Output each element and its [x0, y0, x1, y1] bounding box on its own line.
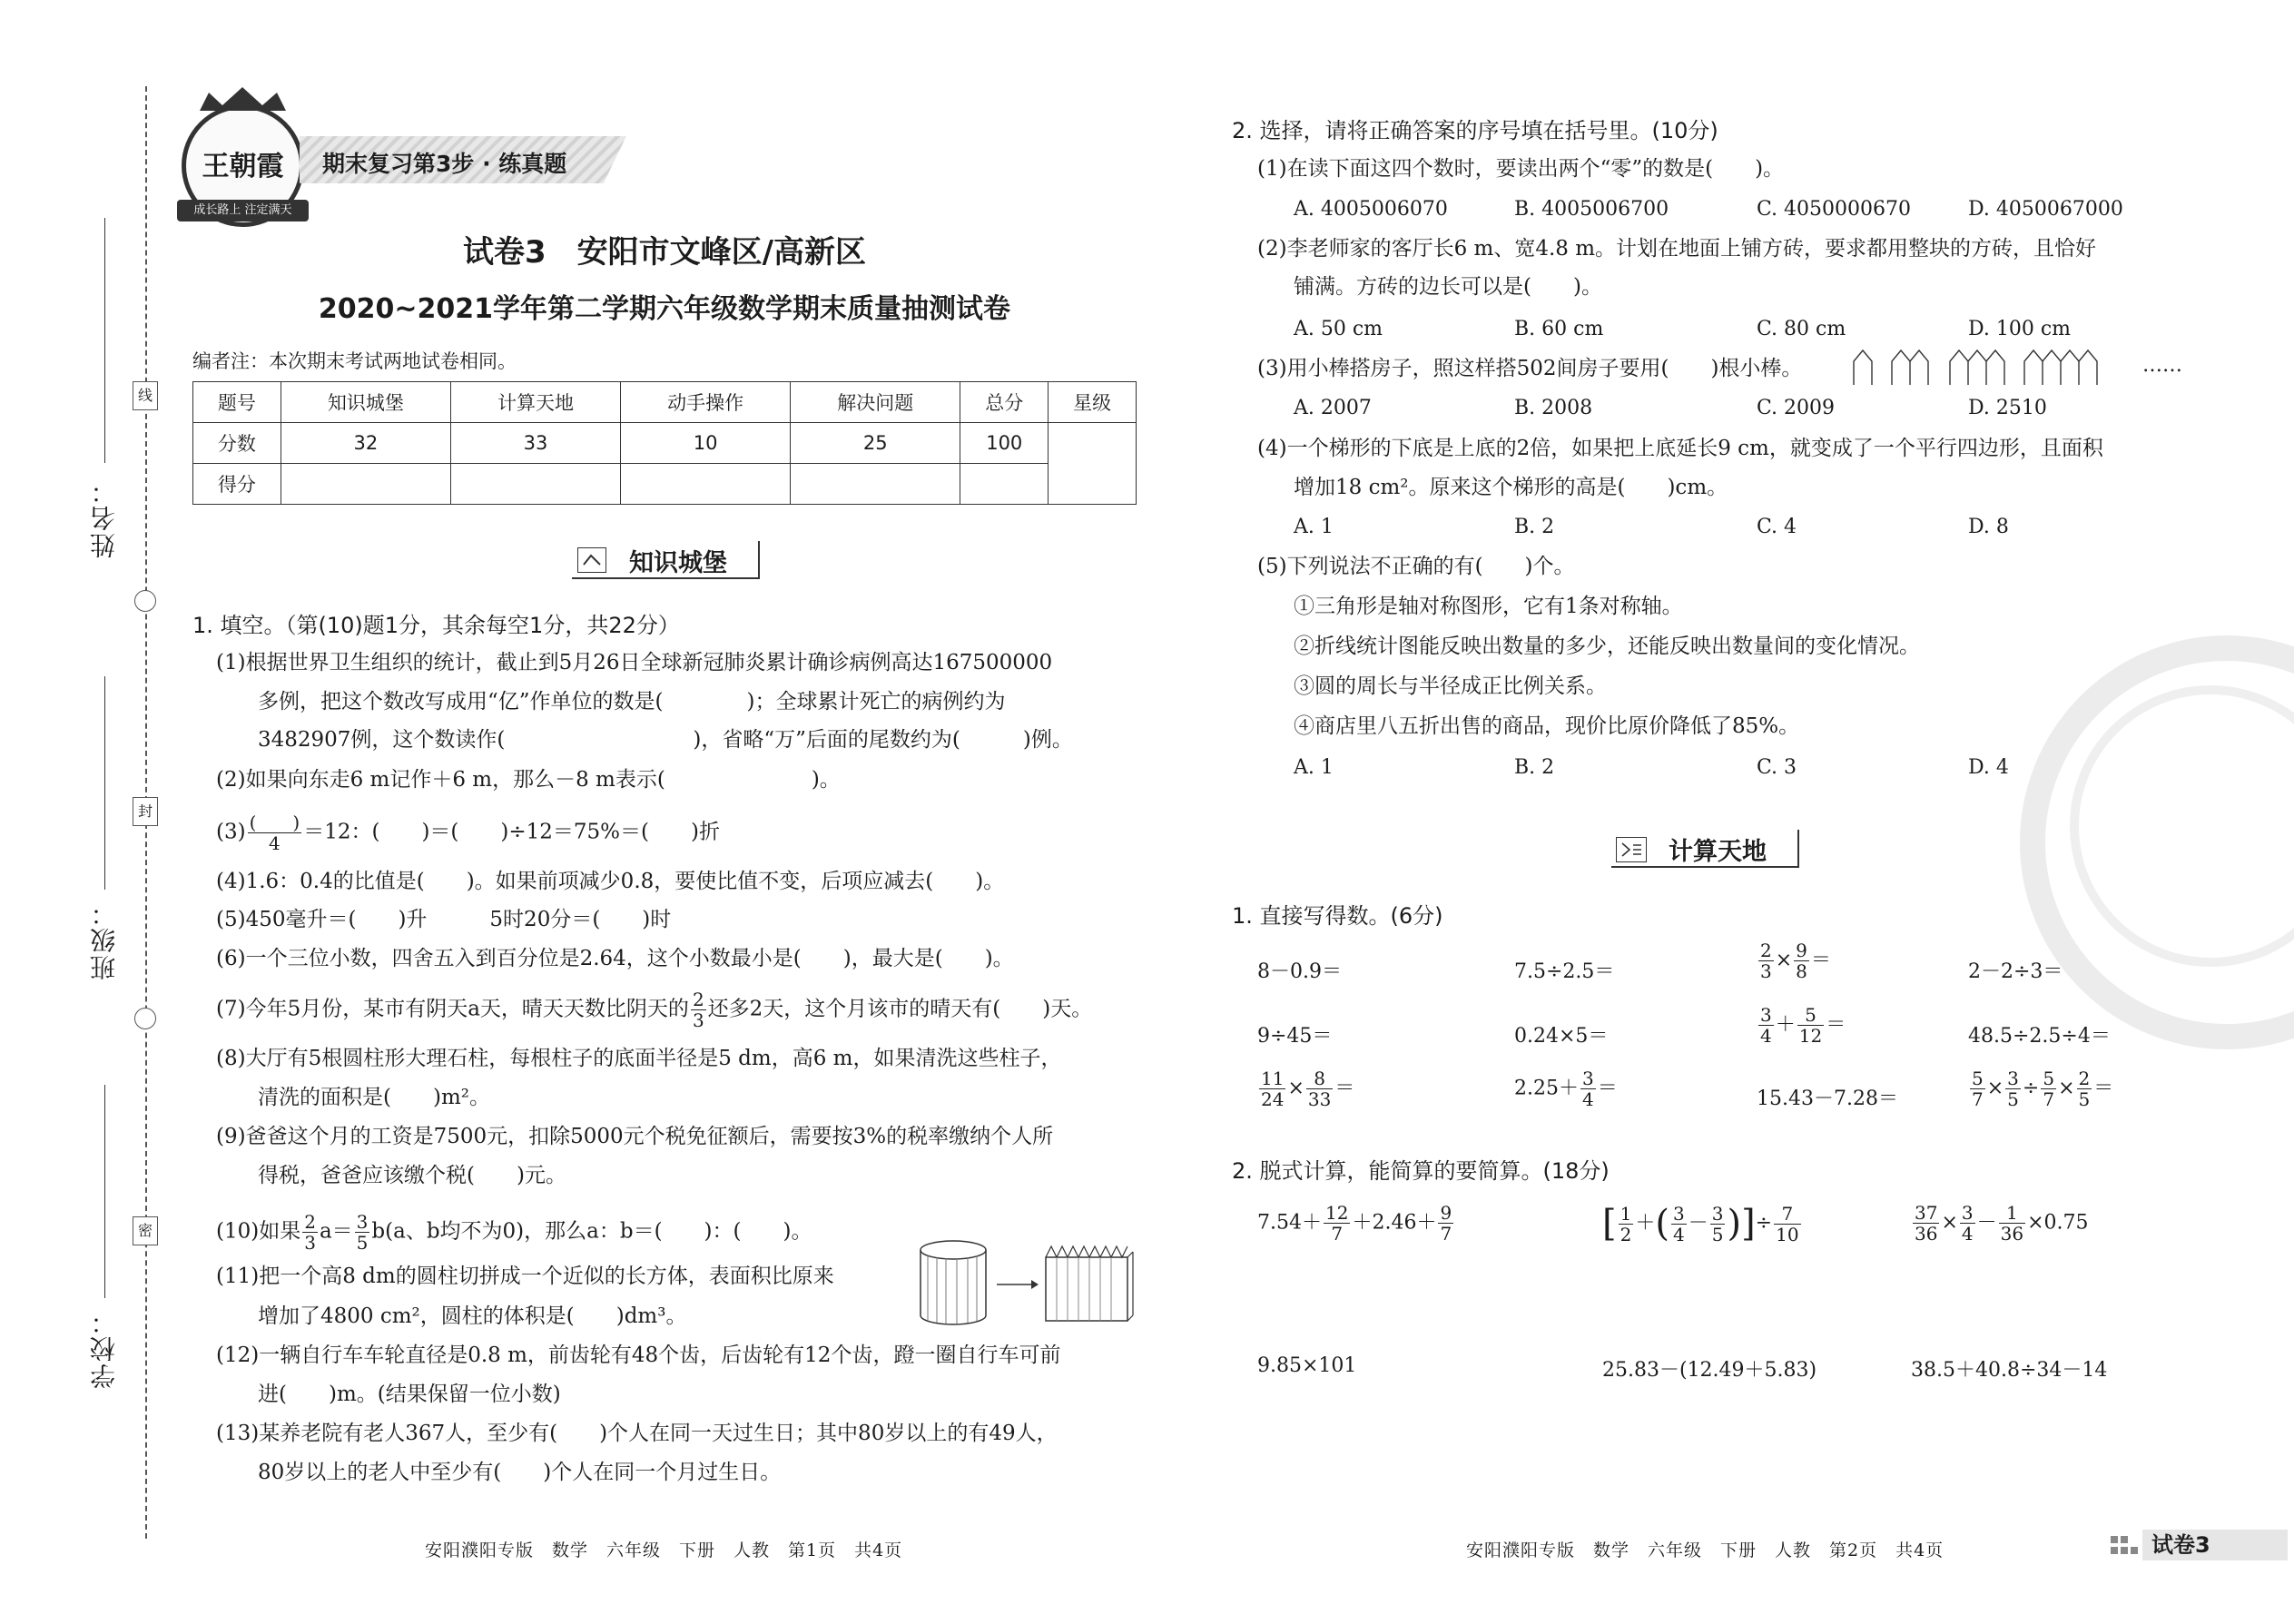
- fraction-denominator: 36: [1915, 1223, 1938, 1245]
- q1-7-text-a: (7)今年5月份，某市有阴天a天，晴天天数比阴天的: [216, 997, 689, 1021]
- calc-1-heading: 1. 直接写得数。(6分): [1232, 903, 1443, 929]
- q2-line: 增加18 cm²。原来这个梯形的高是( )cm。: [1294, 476, 1728, 499]
- binding-tag-seal: 封: [133, 797, 158, 826]
- fraction-numerator: 3: [1711, 1202, 1724, 1225]
- fraction-numerator: 3: [1961, 1202, 1974, 1224]
- table-row: [193, 382, 1137, 423]
- fraction-numerator: 5: [1972, 1068, 1984, 1089]
- binding-tag-line: 线: [133, 381, 158, 410]
- castle-icon: [577, 547, 606, 573]
- fraction-denominator: 24: [1261, 1088, 1285, 1110]
- option-a[interactable]: A. 1: [1294, 516, 1334, 538]
- fraction-numerator: 1: [1620, 1202, 1632, 1225]
- fraction-denominator: 3: [692, 1009, 704, 1031]
- calculator-icon: [1616, 837, 1647, 862]
- logo-brand-text: 王朝霞: [202, 151, 284, 182]
- q2-line: (5)下列说法不正确的有( )个。: [1257, 555, 1575, 578]
- table-header-cell: 总分: [960, 382, 1049, 423]
- option-b[interactable]: B. 2: [1514, 516, 1555, 538]
- fraction: [1580, 1068, 1596, 1109]
- fraction-numerator: 12: [1325, 1202, 1349, 1224]
- option-a[interactable]: A. 4005006070: [1294, 198, 1448, 221]
- fraction-denominator: 8: [1796, 960, 1807, 982]
- star-rating-cell[interactable]: [1049, 423, 1137, 505]
- paper-subtitle: 2020~2021学年第二学期六年级数学期末质量抽测试卷: [318, 293, 1011, 325]
- question-2-heading: 2. 选择，请将正确答案的序号填在括号里。(10分): [1232, 118, 1718, 143]
- q1-line: 80岁以上的老人中至少有( )个人在同一个月过生日。: [258, 1461, 782, 1484]
- option-d[interactable]: D. 2510: [1968, 397, 2047, 419]
- fraction-denominator: 7: [1972, 1088, 1984, 1110]
- fraction-numerator: 2: [2078, 1068, 2091, 1089]
- fraction-numerator: 9: [1796, 940, 1807, 961]
- section-title-knowledge: 知识城堡: [629, 549, 727, 577]
- fraction: [1758, 940, 1774, 981]
- footer-left: 安阳濮阳专版 数学 六年级 下册 人教 第1页 共4页: [425, 1540, 903, 1560]
- fraction-numerator: 3: [1582, 1068, 1594, 1089]
- fraction-denominator: 10: [1776, 1223, 1799, 1245]
- table-cell: 33: [450, 423, 620, 464]
- option-c[interactable]: C. 2009: [1757, 397, 1836, 419]
- fraction-denominator: 4: [1760, 1025, 1772, 1047]
- calc-expression: 38.5＋40.8÷34－14: [1911, 1359, 2108, 1382]
- calc-expression: 25.83－(12.49＋5.83): [1602, 1359, 1817, 1382]
- table-cell: 得分: [193, 464, 281, 505]
- fraction-numerator: 11: [1261, 1068, 1285, 1089]
- option-d[interactable]: D. 100 cm: [1968, 318, 2072, 340]
- option-a[interactable]: A. 2007: [1294, 397, 1372, 419]
- brand-logo: [182, 104, 304, 227]
- binding-hole-1: [134, 590, 156, 612]
- q1-7-text-b: 还多2天，这个月该市的晴天有( )天。: [707, 997, 1093, 1021]
- calc-item: 9÷45＝: [1257, 1025, 1333, 1048]
- fraction-denominator: 5: [1711, 1223, 1724, 1245]
- class-label: 班级：: [89, 899, 119, 980]
- fraction: [1324, 1203, 1350, 1244]
- fraction-denominator: 4: [1582, 1088, 1594, 1110]
- q1-line: [216, 989, 1092, 1030]
- fraction: [1970, 1068, 1985, 1109]
- fraction-numerator: 2: [304, 1211, 316, 1233]
- fraction-numerator: 5: [2043, 1068, 2055, 1089]
- fraction-denominator: 7: [1440, 1223, 1452, 1245]
- question-1-heading: 1. 填空。（第(10)题1分，其余每空1分，共22分）: [192, 613, 680, 638]
- fraction-denominator: 3: [1760, 960, 1772, 982]
- score-input-cell[interactable]: [960, 464, 1049, 505]
- q1-line: 得税，爸爸应该缴个税( )元。: [258, 1164, 566, 1187]
- fraction-denominator: 33: [1307, 1088, 1332, 1110]
- binding-hole-2: [134, 1008, 156, 1029]
- table-header-cell: 动手操作: [621, 382, 791, 423]
- fraction-numerator: 2: [1760, 940, 1772, 961]
- calc-item: 2.25＋ $\frac{3}{4}$ ＝: [1514, 1068, 1618, 1110]
- fraction: [1619, 1204, 1634, 1245]
- fraction: [1797, 1005, 1824, 1046]
- editor-note: 编者注：本次期末考试两地试卷相同。: [192, 350, 517, 372]
- section-title-calculation: 计算天地: [1669, 838, 1767, 866]
- q1-line: (1)根据世界卫生组织的统计，截止到5月26日全球新冠肺炎累计确诊病例高达167500000: [216, 651, 1053, 674]
- fraction-denominator: 3: [304, 1232, 316, 1254]
- fraction-denominator: 7: [2043, 1088, 2055, 1110]
- fraction: [691, 989, 706, 1030]
- q1-10-text-b: a＝: [319, 1219, 353, 1244]
- table-cell: 100: [960, 423, 1049, 464]
- score-table: [192, 381, 1137, 505]
- calc-item: 7.5÷2.5＝: [1514, 960, 1615, 983]
- calc-item: $\frac{11}{24}$ × $\frac{8}{33}$ ＝: [1261, 1068, 1355, 1110]
- option-d[interactable]: D. 4: [1968, 756, 2009, 779]
- option-b[interactable]: B. 2: [1514, 756, 1555, 779]
- fraction: [302, 1212, 318, 1253]
- table-cell: 10: [621, 423, 791, 464]
- calc-item: $\frac{2}{3}$ × $\frac{9}{8}$ ＝: [1760, 940, 1831, 982]
- option-d[interactable]: D. 8: [1968, 516, 2009, 538]
- calc-item: 0.24×5＝: [1514, 1025, 1609, 1048]
- name-label: 姓名：: [89, 477, 119, 558]
- q1-line: 清洗的面积是( )m²。: [258, 1086, 490, 1109]
- school-field: [104, 1085, 105, 1298]
- q1-line: (6)一个三位小数，四舍五入到百分位是2.64，这个小数最小是( )，最大是( )。: [216, 947, 1014, 970]
- option-c[interactable]: C. 80 cm: [1757, 318, 1846, 340]
- score-input-cell[interactable]: [791, 464, 960, 505]
- q1-line: (8)大厅有5根圆柱形大理石柱，每根柱子的底面半径是5 dm，高6 m，如果清洗这些柱子，: [216, 1047, 1062, 1070]
- q1-line: (4)1.6：0.4的比值是( )。如果前项减少0.8，要使比值不变，后项应减去( )。: [216, 870, 1005, 893]
- calc-expression: 9.85×101: [1257, 1354, 1357, 1377]
- fraction-numerator: ( ): [249, 812, 300, 833]
- q1-10-text-a: (10)如果: [216, 1219, 301, 1244]
- q2-line: 铺满。方砖的边长可以是( )。: [1294, 275, 1602, 299]
- paper-title: 试卷3 安阳市文峰区/高新区: [462, 234, 867, 271]
- school-label: 学校：: [89, 1307, 119, 1389]
- calc-item: 48.5÷2.5÷4＝: [1968, 1025, 2111, 1048]
- fraction: [1306, 1068, 1333, 1109]
- fraction: [2005, 1068, 2021, 1109]
- fraction-numerator: 8: [1306, 1068, 1333, 1089]
- binding-tag-secret: 密: [133, 1216, 158, 1245]
- fraction: [1913, 1203, 1939, 1244]
- option-a[interactable]: A. 50 cm: [1294, 318, 1383, 340]
- table-header-cell: 计算天地: [450, 382, 620, 423]
- calc-item: 15.43－7.28＝: [1757, 1088, 1898, 1110]
- fraction-numerator: 5: [1797, 1005, 1824, 1026]
- q2-statement: ①三角形是轴对称图形，它有1条对称轴。: [1294, 595, 1683, 618]
- table-cell: 分数: [193, 423, 281, 464]
- score-input-cell[interactable]: [281, 464, 450, 505]
- score-input-cell[interactable]: [450, 464, 620, 505]
- table-header-cell: 题号: [193, 382, 281, 423]
- fraction-denominator: 2: [1620, 1223, 1632, 1245]
- q1-line: (2)如果向东走6 m记作＋6 m，那么－8 m表示( )。: [216, 768, 841, 792]
- option-d[interactable]: D. 4050067000: [1968, 198, 2123, 221]
- q2-line: (2)李老师家的客厅长6 m、宽4.8 m。计划在地面上铺方砖，要求都用整块的方砖，且恰好: [1257, 237, 2097, 261]
- stick-houses-ellipsis: ……: [2142, 354, 2182, 377]
- fraction: [2041, 1068, 2056, 1109]
- q1-line: [216, 812, 720, 853]
- fraction: [2077, 1068, 2092, 1109]
- fraction-numerator: 3: [2007, 1068, 2019, 1089]
- fraction-denominator: 5: [2078, 1088, 2091, 1110]
- fraction-denominator: 12: [1798, 1025, 1823, 1047]
- q2-statement: ②折线统计图能反映出数量的多少，还能反映出数量间的变化情况。: [1294, 635, 1920, 658]
- option-b[interactable]: B. 60 cm: [1514, 318, 1604, 340]
- q2-line: (3)用小棒搭房子，照这样搭502间房子要用( )根小棒。: [1257, 357, 1803, 380]
- q1-3-label: (3): [216, 820, 246, 844]
- fraction-denominator: 5: [356, 1232, 369, 1254]
- q1-line: 多例，把这个数改写成用“亿”作单位的数是( )；全球累计死亡的病例约为: [258, 690, 1006, 714]
- fraction-numerator: 9: [1440, 1202, 1452, 1224]
- calc-expression: 7.54＋ $\frac{12}{7}$ ＋2.46＋ $\frac{9}{7}$: [1257, 1202, 1452, 1245]
- fraction-numerator: 7: [1774, 1204, 1800, 1225]
- table-header-cell: 解决问题: [791, 382, 960, 423]
- fraction-numerator: 3: [1672, 1202, 1685, 1225]
- cylinder-to-prism-figure: [917, 1239, 1135, 1330]
- footer-right: 安阳濮阳专版 数学 六年级 下册 人教 第2页 共4页: [1466, 1540, 1944, 1560]
- q1-3-text: ＝12：( )＝( )÷12＝75%＝( )折: [303, 820, 720, 844]
- q2-line: (4)一个梯形的下底是上底的2倍，如果把上底延长9 cm，就变成了一个平行四边形，且面积: [1257, 437, 2103, 460]
- q2-statement: ④商店里八五折出售的商品，现价比原价降低了85%。: [1294, 714, 1800, 738]
- q1-line: (13)某养老院有老人367人，至少有( )个人在同一天过生日；其中80岁以上的有49人，: [216, 1422, 1058, 1445]
- grid-dots-icon: [2111, 1534, 2138, 1560]
- logo-slogan: 成长路上 注定满天: [177, 200, 309, 221]
- fraction: [1671, 1204, 1687, 1245]
- fraction-denominator: 4: [1961, 1223, 1974, 1245]
- fraction: [1960, 1203, 1975, 1244]
- q1-line: 3482907例，这个数读作( )，省略“万”后面的尾数约为( )例。: [258, 728, 1073, 752]
- q2-statement: ③圆的周长与半径成正比例关系。: [1294, 674, 1607, 698]
- fraction-numerator: 1: [1999, 1203, 2025, 1224]
- fraction: [1438, 1203, 1453, 1244]
- calc-item: $\frac{5}{7}$ × $\frac{3}{5}$ ÷ $\frac{5}{7}$ × $\frac{2}{5}$ ＝: [1972, 1068, 2114, 1110]
- q1-10-text-c: b(a、b均不为0)，那么a：b＝( )：( )。: [371, 1219, 812, 1244]
- fraction: [248, 812, 302, 853]
- table-row: [193, 464, 1137, 505]
- calc-item: 2－2÷3＝: [1968, 960, 2063, 983]
- fraction: [1774, 1204, 1800, 1245]
- option-b[interactable]: B. 4005006700: [1514, 198, 1669, 221]
- calc-2-heading: 2. 脱式计算，能简算的要简算。(18分): [1232, 1158, 1610, 1184]
- fraction-denominator: 5: [2007, 1088, 2019, 1110]
- option-c[interactable]: C. 4: [1757, 516, 1797, 538]
- fraction-denominator: 4: [1672, 1223, 1685, 1245]
- table-header-cell: 知识城堡: [281, 382, 450, 423]
- calc-item: 8－0.9＝: [1257, 960, 1342, 983]
- fraction-denominator: 36: [2000, 1223, 2024, 1245]
- q1-line: (5)450毫升＝( )升 5时20分＝( )时: [216, 908, 672, 931]
- fraction-denominator: 7: [1331, 1223, 1344, 1245]
- crown-icon: [195, 85, 290, 113]
- class-field: [104, 676, 105, 890]
- calc-expression: [ $\frac{1}{2}$ ＋( $\frac{3}{4}$ － $\frac{3}{5}$ )]÷ $\frac{7}{10}$: [1602, 1202, 1799, 1245]
- fraction-numerator: 2: [692, 989, 704, 1010]
- calc-expression: $\frac{37}{36}$ × $\frac{3}{4}$ － $\frac{1}{36}$ ×0.75: [1915, 1202, 2089, 1245]
- q1-line: 增加了4800 cm²，圆柱的体积是( )dm³。: [258, 1304, 687, 1328]
- q1-line: (9)爸爸这个月的工资是7500元，扣除5000元个税免征额后，需要按3%的税率缴纳个人所: [216, 1125, 1054, 1148]
- calc-item: $\frac{3}{4}$ ＋ $\frac{5}{12}$ ＝: [1760, 1004, 1846, 1047]
- option-c[interactable]: C. 4050000670: [1757, 198, 1912, 221]
- fraction: [1758, 1005, 1774, 1046]
- table-cell: 32: [281, 423, 450, 464]
- fraction: [1710, 1204, 1726, 1245]
- table-cell: 25: [791, 423, 960, 464]
- table-row: [193, 423, 1137, 464]
- option-c[interactable]: C. 3: [1757, 756, 1797, 779]
- fraction-denominator: 4: [269, 832, 281, 854]
- fraction: [355, 1212, 370, 1253]
- option-a[interactable]: A. 1: [1294, 756, 1334, 779]
- q1-line: 进( )m。(结果保留一位小数): [258, 1383, 561, 1406]
- name-field: [104, 218, 105, 463]
- paper-tab: 试卷3: [2142, 1530, 2288, 1560]
- q1-line: [216, 1212, 812, 1253]
- q1-line: (11)把一个高8 dm的圆柱切拼成一个近似的长方体，表面积比原来: [216, 1265, 834, 1288]
- fraction: [1259, 1068, 1285, 1109]
- fraction: [1999, 1203, 2025, 1244]
- fraction-numerator: 3: [1760, 1004, 1772, 1026]
- fraction: [1794, 940, 1809, 981]
- stick-houses-figure: [1852, 347, 2124, 387]
- q2-line: (1)在读下面这四个数时，要读出两个“零”的数是( )。: [1257, 157, 1785, 181]
- table-header-cell: 星级: [1049, 382, 1137, 423]
- banner-text: 期末复习第3步 · 练真题: [322, 151, 567, 177]
- score-input-cell[interactable]: [621, 464, 791, 505]
- option-b[interactable]: B. 2008: [1514, 397, 1593, 419]
- q1-line: (12)一辆自行车车轮直径是0.8 m，前齿轮有48个齿，后齿轮有12个齿，蹬一圈自行车可前: [216, 1343, 1061, 1367]
- fraction-numerator: 37: [1915, 1202, 1938, 1224]
- fraction-numerator: 3: [356, 1211, 369, 1233]
